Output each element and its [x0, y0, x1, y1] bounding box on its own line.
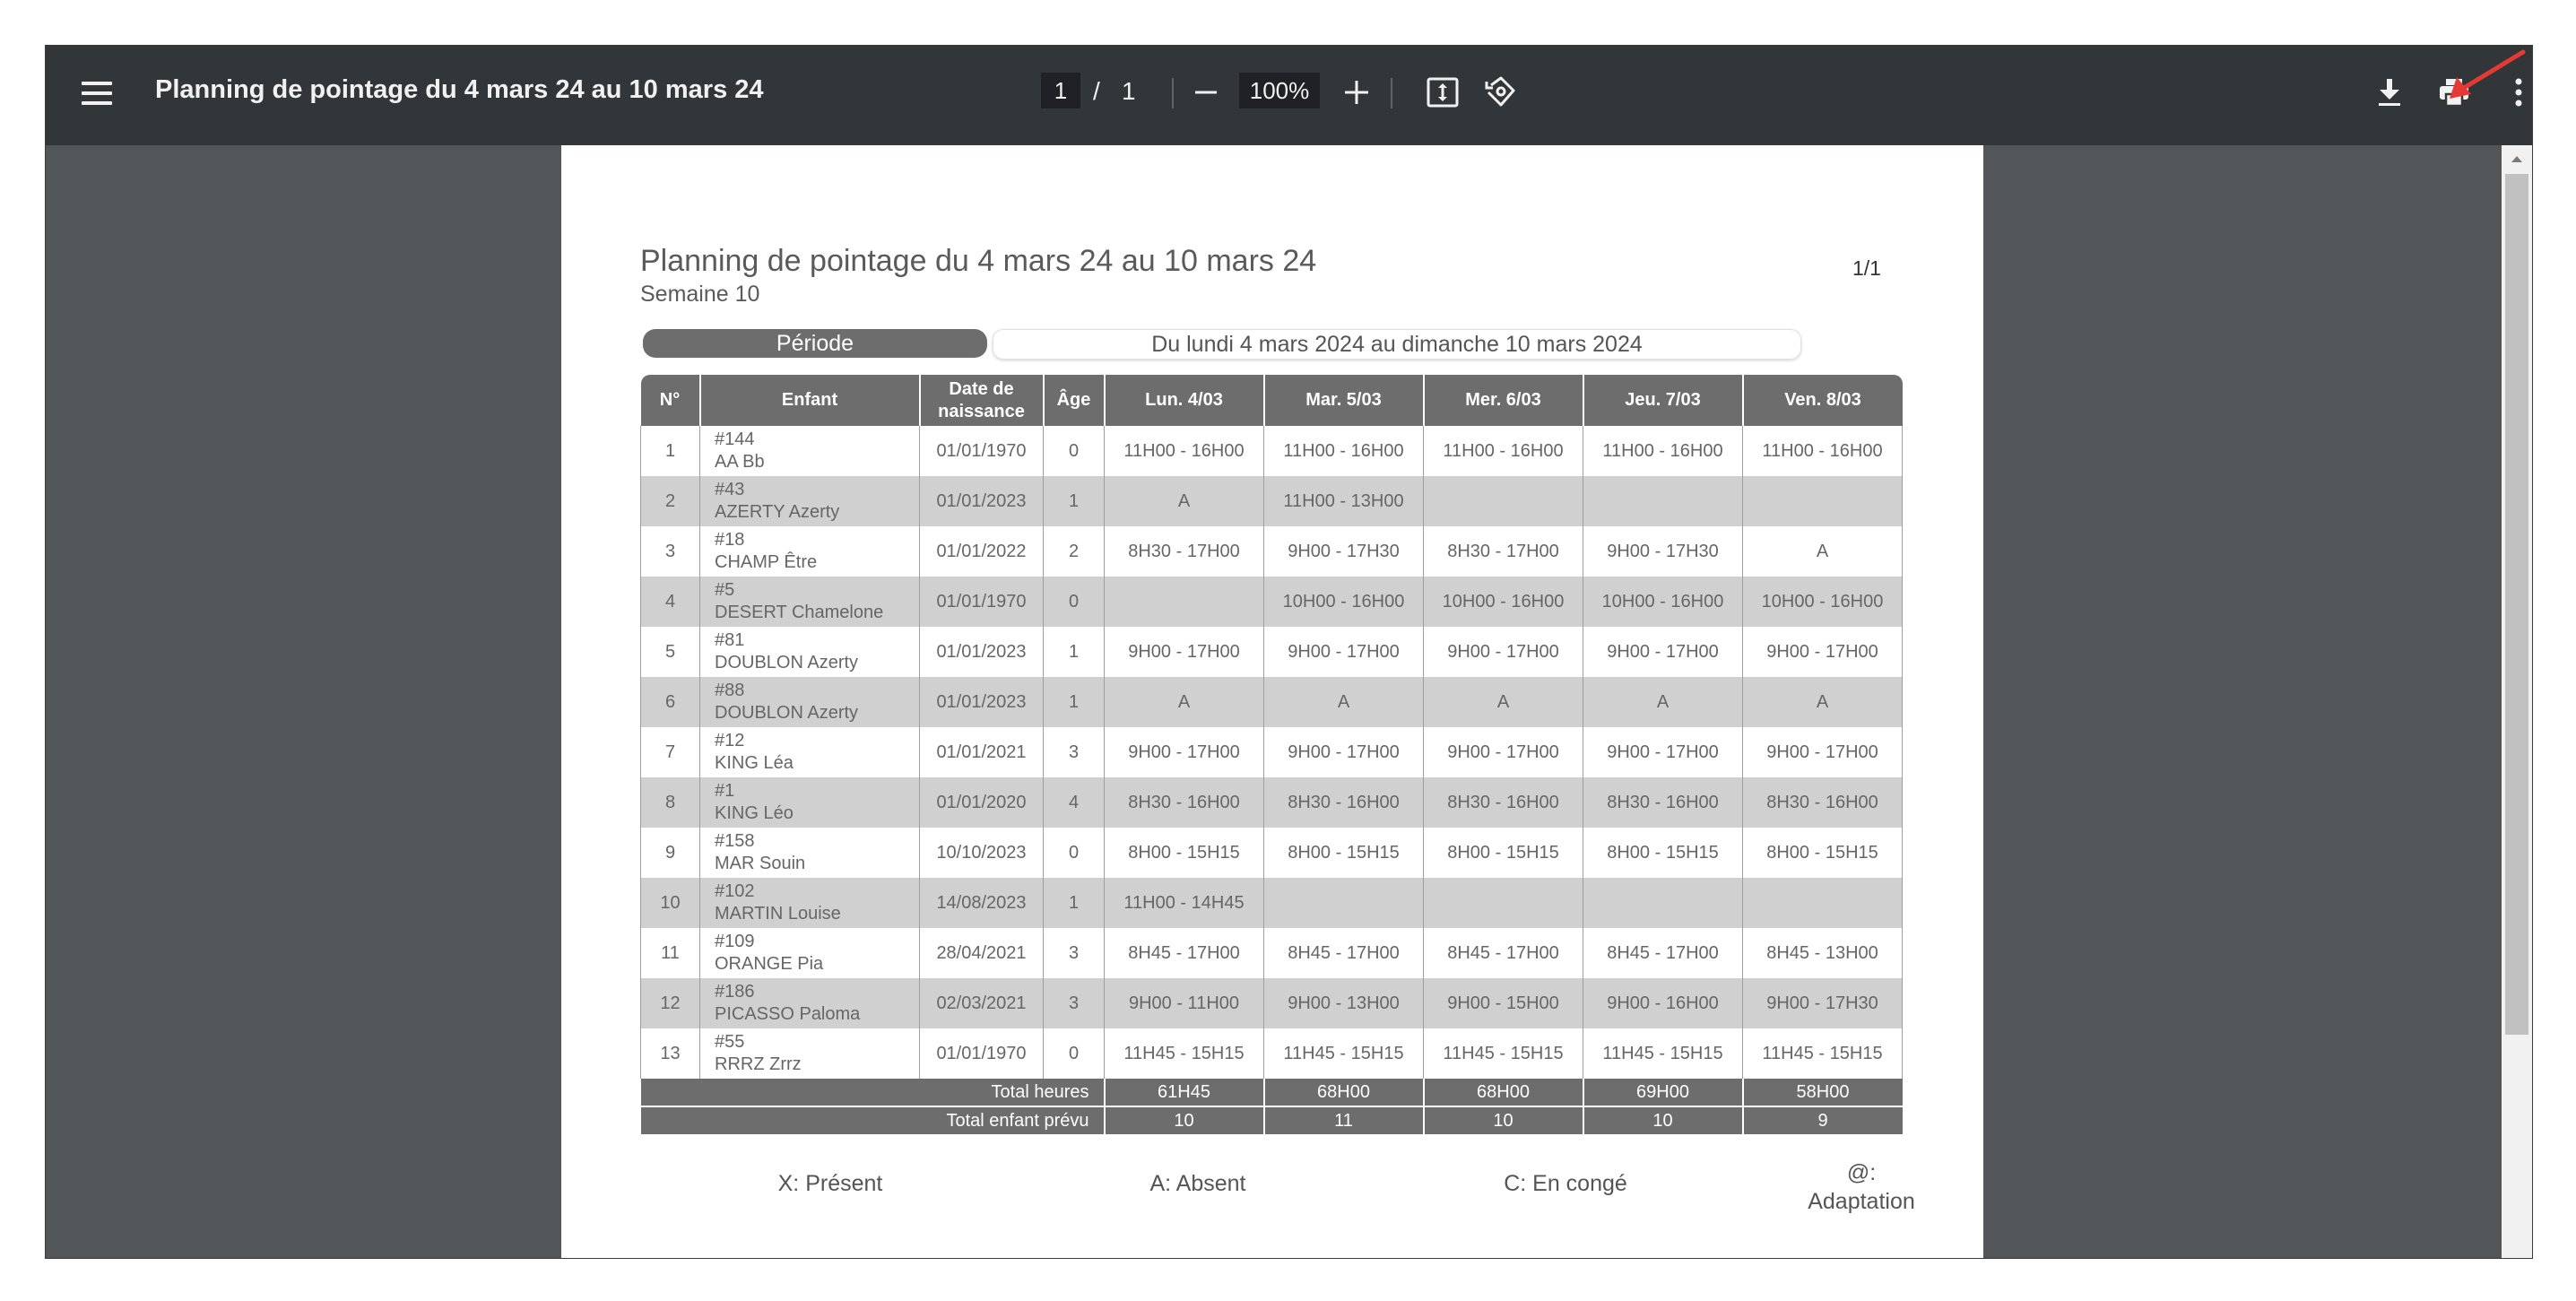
day-schedule-cell: 11H00 - 14H45: [1105, 878, 1264, 928]
birthdate-cell: 01/01/1970: [920, 426, 1044, 476]
age-cell: 1: [1044, 476, 1105, 526]
child-id: #186: [715, 982, 755, 1002]
document-title: Planning de pointage du 4 mars 24 au 10 mars 24: [155, 75, 764, 104]
vertical-scrollbar[interactable]: [2502, 145, 2532, 1258]
child-name: RRRZ Zrrz: [715, 1054, 802, 1074]
day-schedule-cell: 9H00 - 17H00: [1743, 627, 1903, 677]
birthdate-cell: 10/10/2023: [920, 828, 1044, 878]
birthdate-cell: 14/08/2023: [920, 878, 1044, 928]
table-row: [641, 627, 1903, 677]
day-schedule-cell: 8H00 - 15H15: [1583, 828, 1743, 878]
day-schedule-cell: 11H00 - 16H00: [1264, 426, 1424, 476]
age-cell: 3: [1044, 928, 1105, 978]
download-icon: [2376, 77, 2403, 108]
age-cell: 0: [1044, 426, 1105, 476]
table-body: [641, 426, 1903, 1079]
day-schedule-cell: 11H45 - 15H15: [1105, 1028, 1264, 1079]
day-schedule-cell: 8H30 - 17H00: [1424, 526, 1583, 577]
child-id: #81: [715, 630, 745, 650]
row-number-cell: 7: [641, 727, 700, 777]
total-children-cell: 10: [1105, 1106, 1264, 1134]
row-number-cell: 11: [641, 928, 700, 978]
birthdate-cell: 01/01/2022: [920, 526, 1044, 577]
table-row: [641, 727, 1903, 777]
child-id: #88: [715, 681, 745, 700]
zoom-level-input[interactable]: [1239, 73, 1320, 108]
rotate-button[interactable]: [1478, 69, 1524, 116]
day-schedule-cell: 11H45 - 15H15: [1583, 1028, 1743, 1079]
table-row: [641, 978, 1903, 1028]
row-number-cell: 1: [641, 426, 700, 476]
birthdate-cell: 01/01/2021: [920, 727, 1044, 777]
day-schedule-cell: A: [1583, 677, 1743, 727]
day-schedule-cell: A: [1743, 526, 1903, 577]
pdf-viewer: [45, 45, 2533, 1259]
birthdate-cell: 01/01/2023: [920, 677, 1044, 727]
day-schedule-cell: 9H00 - 17H00: [1105, 727, 1264, 777]
day-schedule-cell: [1743, 476, 1903, 526]
day-schedule-cell: 9H00 - 17H00: [1583, 627, 1743, 677]
day-schedule-cell: 8H45 - 17H00: [1424, 928, 1583, 978]
child-name: MAR Souin: [715, 854, 806, 873]
table-row: [641, 928, 1903, 978]
day-schedule-cell: 9H00 - 17H30: [1264, 526, 1424, 577]
day-schedule-cell: 9H00 - 17H00: [1105, 627, 1264, 677]
child-id: #144: [715, 429, 755, 449]
table-row: [641, 677, 1903, 727]
column-header: Lun. 4/03: [1105, 375, 1264, 426]
day-schedule-cell: [1424, 476, 1583, 526]
age-cell: 1: [1044, 677, 1105, 727]
age-cell: 4: [1044, 777, 1105, 828]
legend-conge: C: En congé: [1504, 1171, 1627, 1196]
legend-present: X: Présent: [777, 1171, 883, 1196]
legend-absent: A: Absent: [1149, 1171, 1246, 1196]
page-number-input[interactable]: [1041, 73, 1080, 108]
row-number-cell: 8: [641, 777, 700, 828]
day-schedule-cell: A: [1105, 677, 1264, 727]
table-row: [641, 1028, 1903, 1079]
total-hours-cell: 68H00: [1424, 1079, 1583, 1106]
age-cell: 2: [1044, 526, 1105, 577]
page-separator: /: [1093, 77, 1100, 105]
row-number-cell: 3: [641, 526, 700, 577]
page-subtitle: Semaine 10: [640, 282, 760, 307]
child-name: KING Léo: [715, 803, 794, 823]
table-row: [641, 577, 1903, 627]
day-schedule-cell: 11H00 - 13H00: [1264, 476, 1424, 526]
legend-adaptation: @: Adaptation: [1808, 1160, 1915, 1214]
day-schedule-cell: 8H30 - 16H00: [1105, 777, 1264, 828]
table-row: [641, 526, 1903, 577]
day-schedule-cell: [1264, 878, 1424, 928]
day-schedule-cell: 8H00 - 15H15: [1264, 828, 1424, 878]
day-schedule-cell: 8H45 - 13H00: [1743, 928, 1903, 978]
row-number-cell: 5: [641, 627, 700, 677]
age-cell: 1: [1044, 627, 1105, 677]
child-cell: [700, 577, 920, 627]
total-children-label: Total enfant prévu: [641, 1106, 1105, 1134]
child-id: #109: [715, 932, 755, 951]
page-title: Planning de pointage du 4 mars 24 au 10 mars 24: [640, 244, 1317, 278]
viewer-toolbar: [46, 46, 2532, 145]
child-id: #43: [715, 480, 745, 499]
day-schedule-cell: 9H00 - 17H00: [1424, 627, 1583, 677]
child-cell: [700, 777, 920, 828]
day-schedule-cell: 8H00 - 15H15: [1743, 828, 1903, 878]
child-cell: [700, 526, 920, 577]
day-schedule-cell: 10H00 - 16H00: [1743, 577, 1903, 627]
column-header: Jeu. 7/03: [1583, 375, 1743, 426]
birthdate-cell: 01/01/1970: [920, 1028, 1044, 1079]
day-schedule-cell: 9H00 - 15H00: [1424, 978, 1583, 1028]
day-schedule-cell: 8H45 - 17H00: [1264, 928, 1424, 978]
page-counter: 1/1: [1852, 256, 1881, 280]
zoom-in-button[interactable]: [1333, 69, 1380, 116]
day-schedule-cell: 11H00 - 16H00: [1105, 426, 1264, 476]
day-schedule-cell: A: [1424, 677, 1583, 727]
day-schedule-cell: 8H30 - 16H00: [1424, 777, 1583, 828]
child-cell: [700, 878, 920, 928]
child-name: PICASSO Paloma: [715, 1004, 861, 1024]
row-number-cell: 9: [641, 828, 700, 878]
day-schedule-cell: 11H45 - 15H15: [1424, 1028, 1583, 1079]
total-children-cell: 10: [1424, 1106, 1583, 1134]
day-schedule-cell: 8H30 - 16H00: [1743, 777, 1903, 828]
day-schedule-cell: 9H00 - 17H00: [1743, 727, 1903, 777]
day-schedule-cell: 11H45 - 15H15: [1264, 1028, 1424, 1079]
child-name: DOUBLON Azerty: [715, 653, 859, 672]
child-id: #1: [715, 781, 735, 801]
age-cell: 0: [1044, 577, 1105, 627]
day-schedule-cell: 9H00 - 17H00: [1424, 727, 1583, 777]
arrow-up-icon: [2511, 154, 2523, 163]
child-cell: [700, 476, 920, 526]
page-total: 1: [1122, 77, 1136, 105]
day-schedule-cell: A: [1105, 476, 1264, 526]
total-hours-cell: 69H00: [1583, 1079, 1743, 1106]
scrollbar-thumb[interactable]: [2505, 174, 2528, 1035]
day-schedule-cell: [1583, 878, 1743, 928]
total-children-cell: 10: [1583, 1106, 1743, 1134]
day-schedule-cell: 9H00 - 17H00: [1264, 627, 1424, 677]
table-header-row: [641, 375, 1903, 426]
day-schedule-cell: 8H30 - 16H00: [1583, 777, 1743, 828]
age-cell: 3: [1044, 978, 1105, 1028]
age-cell: 3: [1044, 727, 1105, 777]
day-schedule-cell: [1424, 878, 1583, 928]
total-children-cell: 9: [1743, 1106, 1903, 1134]
age-cell: 1: [1044, 878, 1105, 928]
column-header: Âge: [1044, 375, 1105, 426]
column-header: Mer. 6/03: [1424, 375, 1583, 426]
column-header: Ven. 8/03: [1743, 375, 1903, 426]
child-cell: [700, 677, 920, 727]
day-schedule-cell: 8H30 - 17H00: [1105, 526, 1264, 577]
day-schedule-cell: 11H00 - 16H00: [1743, 426, 1903, 476]
birthdate-cell: 01/01/2023: [920, 627, 1044, 677]
child-id: #158: [715, 831, 755, 851]
total-children-cell: 11: [1264, 1106, 1424, 1134]
minus-icon: [1194, 81, 1218, 104]
total-hours-cell: 61H45: [1105, 1079, 1264, 1106]
child-cell: [700, 426, 920, 476]
child-id: #18: [715, 530, 745, 550]
child-cell: [700, 978, 920, 1028]
day-schedule-cell: [1583, 476, 1743, 526]
child-name: AA Bb: [715, 452, 765, 472]
day-schedule-cell: 10H00 - 16H00: [1583, 577, 1743, 627]
child-id: #12: [715, 731, 745, 750]
hamburger-menu-icon[interactable]: [82, 80, 114, 107]
age-cell: 0: [1044, 828, 1105, 878]
day-schedule-cell: 9H00 - 17H30: [1583, 526, 1743, 577]
child-name: ORANGE Pia: [715, 954, 824, 974]
row-number-cell: 12: [641, 978, 700, 1028]
day-schedule-cell: [1105, 577, 1264, 627]
day-schedule-cell: 11H00 - 16H00: [1583, 426, 1743, 476]
child-cell: [700, 828, 920, 878]
schedule-table: [640, 375, 1903, 1134]
table-row: [641, 878, 1903, 928]
birthdate-cell: 01/01/2020: [920, 777, 1044, 828]
child-name: DOUBLON Azerty: [715, 703, 859, 723]
total-hours-cell: 58H00: [1743, 1079, 1903, 1106]
day-schedule-cell: 10H00 - 16H00: [1424, 577, 1583, 627]
day-schedule-cell: 8H45 - 17H00: [1583, 928, 1743, 978]
day-schedule-cell: 9H00 - 17H00: [1264, 727, 1424, 777]
birthdate-cell: 01/01/1970: [920, 577, 1044, 627]
toolbar-divider: [1391, 78, 1392, 108]
scroll-up-button[interactable]: [2502, 145, 2532, 172]
total-hours-row: [641, 1079, 1903, 1106]
zoom-out-button[interactable]: [1183, 69, 1229, 116]
download-button[interactable]: [2366, 69, 2413, 116]
birthdate-cell: 28/04/2021: [920, 928, 1044, 978]
table-row: [641, 777, 1903, 828]
day-schedule-cell: 10H00 - 16H00: [1264, 577, 1424, 627]
birthdate-cell: 02/03/2021: [920, 978, 1044, 1028]
day-schedule-cell: 8H00 - 15H15: [1424, 828, 1583, 878]
row-number-cell: 10: [641, 878, 700, 928]
pdf-page: [561, 145, 1983, 1258]
table-row: [641, 828, 1903, 878]
child-name: CHAMP Être: [715, 552, 818, 572]
row-number-cell: 6: [641, 677, 700, 727]
child-name: DESERT Chamelone: [715, 603, 884, 622]
plus-icon: [1344, 80, 1369, 105]
child-name: AZERTY Azerty: [715, 502, 840, 522]
total-children-row: [641, 1106, 1903, 1134]
fit-page-button[interactable]: [1419, 69, 1466, 116]
row-number-cell: 2: [641, 476, 700, 526]
fit-page-icon: [1427, 76, 1459, 108]
child-id: #55: [715, 1032, 745, 1052]
table-row: [641, 476, 1903, 526]
total-hours-cell: 68H00: [1264, 1079, 1424, 1106]
day-schedule-cell: 8H00 - 15H15: [1105, 828, 1264, 878]
periode-value: Du lundi 4 mars 2024 au dimanche 10 mars 2024: [993, 329, 1801, 360]
child-id: #102: [715, 881, 755, 901]
day-schedule-cell: 11H45 - 15H15: [1743, 1028, 1903, 1079]
total-hours-label: Total heures: [641, 1079, 1105, 1106]
day-schedule-cell: A: [1264, 677, 1424, 727]
column-header: Mar. 5/03: [1264, 375, 1424, 426]
day-schedule-cell: 9H00 - 13H00: [1264, 978, 1424, 1028]
child-name: KING Léa: [715, 753, 794, 773]
day-schedule-cell: 9H00 - 17H00: [1583, 727, 1743, 777]
column-header: N°: [641, 375, 700, 426]
day-schedule-cell: 9H00 - 17H30: [1743, 978, 1903, 1028]
child-id: #5: [715, 580, 735, 600]
row-number-cell: 13: [641, 1028, 700, 1079]
day-schedule-cell: 9H00 - 11H00: [1105, 978, 1264, 1028]
day-schedule-cell: 11H00 - 16H00: [1424, 426, 1583, 476]
child-cell: [700, 928, 920, 978]
child-cell: [700, 627, 920, 677]
child-name: MARTIN Louise: [715, 904, 841, 924]
birthdate-cell: 01/01/2023: [920, 476, 1044, 526]
day-schedule-cell: 8H30 - 16H00: [1264, 777, 1424, 828]
child-cell: [700, 727, 920, 777]
day-schedule-cell: 8H45 - 17H00: [1105, 928, 1264, 978]
child-cell: [700, 1028, 920, 1079]
annotation-arrow-icon: [2437, 49, 2527, 103]
column-header: Enfant: [700, 375, 920, 426]
rotate-icon: [1484, 75, 1518, 109]
periode-label: Période: [643, 329, 987, 358]
day-schedule-cell: [1743, 878, 1903, 928]
row-number-cell: 4: [641, 577, 700, 627]
toolbar-divider: [1172, 78, 1174, 108]
column-header: Date de naissance: [920, 375, 1044, 426]
age-cell: 0: [1044, 1028, 1105, 1079]
day-schedule-cell: A: [1743, 677, 1903, 727]
table-row: [641, 426, 1903, 476]
day-schedule-cell: 9H00 - 16H00: [1583, 978, 1743, 1028]
